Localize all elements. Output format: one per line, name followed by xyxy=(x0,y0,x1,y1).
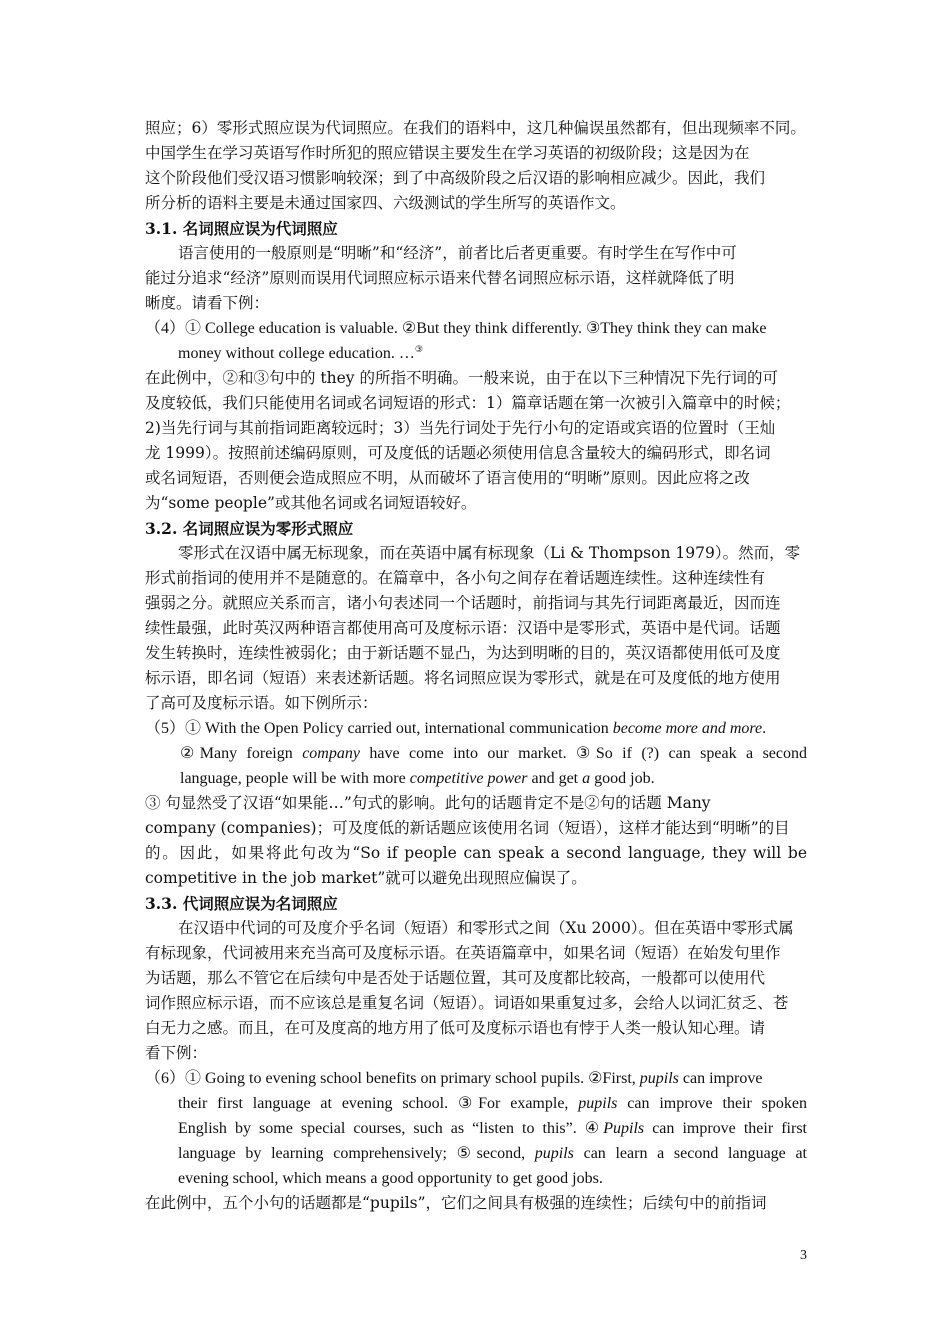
s32-para2-line-4: competitive in the job market”就可以避免出现照应偏误了。 xyxy=(145,869,587,887)
example-6-line-2 xyxy=(145,1091,807,1116)
example-6-text-2a: their first language at evening school. ③For example, xyxy=(178,1095,579,1112)
example-6-text-3a: English by some special courses, such as “listen to this”. ④ xyxy=(178,1120,604,1137)
s33-para1-line-1: 在汉语中代词的可及度介乎名词（短语）和零形式之间（Xu 2000）。但在英语中零形式属 xyxy=(178,919,794,937)
s33-para1-line-5: 白无力之感。而且，在可及度高的地方用了低可及度标示语也有悖于人类一般认知心理。请 xyxy=(145,1019,766,1037)
section-heading-3-1: 3.1. 名词照应误为代词照应 xyxy=(145,219,338,238)
example-5-italic-3b: a xyxy=(582,770,591,787)
section-heading-3-2: 3.2. 名词照应误为零形式照应 xyxy=(145,519,354,538)
example-6-italic-2: pupils xyxy=(578,1095,618,1112)
intro-line-4: 所分析的语料主要是未通过国家四、六级测试的学生所写的英语作文。 xyxy=(145,194,626,212)
example-5-line-2 xyxy=(145,741,807,766)
example-4-line-1 xyxy=(145,316,807,341)
example-4-text-1: ① College education is valuable. ②But they think differently. ③They think they can make xyxy=(185,320,767,337)
example-5-italic-1: become more and more xyxy=(612,720,763,737)
example-5-line-3 xyxy=(145,766,807,791)
s32-para1-line-2: 形式前指词的使用并不是随意的。在篇章中，各小句之间存在着话题连续性。这种连续性有 xyxy=(145,569,766,587)
s31-para2-line-5: 或名词短语，否则便会造成照应不明，从而破坏了语言使用的“明晰”原则。因此应将之改 xyxy=(145,469,750,487)
s31-para2-line-1: 在此例中，②和③句中的 they 的所指不明确。一般来说，由于在以下三种情况下先行词的可 xyxy=(145,369,778,387)
example-6-line-5: evening school, which means a good opportunity to get good jobs. xyxy=(178,1170,603,1187)
example-5-text-3c: good job. xyxy=(590,770,655,787)
example-6-line-3 xyxy=(145,1116,807,1141)
example-5-italic-2: company xyxy=(302,745,360,762)
s31-para2-line-6: 为“some people”或其他名词或名词短语较好。 xyxy=(145,494,477,512)
example-5-label: （5） xyxy=(145,720,186,737)
intro-line-3: 这个阶段他们受汉语习惯影响较深；到了中高级阶段之后汉语的影响相应减少。因此，我们 xyxy=(145,169,766,187)
s32-para1-line-6: 标示语，即名词（短语）来表述新话题。将名词照应误为零形式，就是在可及度低的地方使用 xyxy=(145,669,781,687)
example-6-text-3b: can improve their first xyxy=(644,1120,807,1137)
example-5-text-1b: . xyxy=(762,720,767,737)
example-6-text-1b: can improve xyxy=(678,1070,763,1087)
example-6-line-4 xyxy=(145,1141,807,1166)
page-number: 3 xyxy=(800,1248,807,1263)
s31-para2-line-2: 及度较低，我们只能使用名词或名词短语的形式：1）篇章话题在第一次被引入篇章中的时候； xyxy=(145,394,791,412)
example-6-text-1a: ① Going to evening school benefits on primary school pupils. ②First, xyxy=(185,1070,640,1087)
example-4-label: （4） xyxy=(145,320,186,337)
example-4-text-2: money without college education. … xyxy=(178,345,415,362)
s31-para1-line-3: 晰度。请看下例： xyxy=(145,294,270,312)
s31-para1-line-1: 语言使用的一般原则是“明晰”和“经济”，前者比后者更重要。有时学生在写作中可 xyxy=(178,244,737,262)
example-6-text-2b: can improve their spoken xyxy=(617,1095,807,1112)
example-5-text-2b: have come into our market. ③So if (?) can speak a second xyxy=(359,745,807,762)
page-body xyxy=(145,116,807,1216)
example-5-text-3b: and get xyxy=(527,770,583,787)
s31-para2-line-4: 龙 1999）。按照前述编码原则，可及度低的话题必须使用信息含量较大的编码形式，即名词 xyxy=(145,444,771,462)
example-6-italic-4: pupils xyxy=(534,1145,574,1162)
example-5-text-2a: ②Many foreign xyxy=(180,745,303,762)
example-5-text-1a: ① With the Open Policy carried out, international communication xyxy=(185,720,613,737)
example-5-line-1 xyxy=(145,716,807,741)
s33-para1-line-2: 有标现象，代词被用来充当高可及度标示语。在英语篇章中，如果名词（短语）在始发句里作 xyxy=(145,944,781,962)
example-6-text-4b: can learn a second language at xyxy=(573,1145,807,1162)
intro-line-2: 中国学生在学习英语写作时所犯的照应错误主要发生在学习英语的初级阶段；这是因为在 xyxy=(145,144,750,162)
s31-para2-line-3: 2)当先行词与其前指词距离较远时；3）当先行词处于先行小句的定语或宾语的位置时（王灿 xyxy=(145,419,776,437)
section-heading-3-3: 3.3. 代词照应误为名词照应 xyxy=(145,894,338,913)
intro-line-1: 照应；6）零形式照应误为代词照应。在我们的语料中，这几种偏误虽然都有，但出现频率不同。 xyxy=(145,119,806,137)
example-4-line-2 xyxy=(145,341,807,366)
s31-para1-line-2: 能过分追求“经济”原则而误用代词照应标示语来代替名词照应标示语，这样就降低了明 xyxy=(145,269,735,287)
footnote-marker[interactable]: ③ xyxy=(414,344,423,354)
s32-para2-line-2: company (companies)；可及度低的新话题应该使用名词（短语），这样才能达到“明晰”的目 xyxy=(145,819,790,837)
s32-para1-line-4: 续性最强，此时英汉两种语言都使用高可及度标示语：汉语中是零形式，英语中是代词。话题 xyxy=(145,619,781,637)
s32-para2-line-1: ③ 句显然受了汉语“如果能…”句式的影响。此句的话题肯定不是②句的话题 Many xyxy=(145,794,711,812)
s32-para1-line-3: 强弱之分。就照应关系而言，诸小句表述同一个话题时，前指词与其先行词距离最近，因而连 xyxy=(145,594,781,612)
s32-para1-line-7: 了高可及度标示语。如下例所示： xyxy=(145,694,378,712)
s32-para2-line-3: 的。因此，如果将此句改为“So if people can speak a second language, they will be xyxy=(145,844,807,862)
example-6-italic-3: Pupils xyxy=(603,1120,645,1137)
s32-para1-line-5: 发生转换时，连续性被弱化；由于新话题不显凸，为达到明晰的目的，英汉语都使用低可及度 xyxy=(145,644,781,662)
s33-para2-line-1: 在此例中，五个小句的话题都是“pupils”，它们之间具有极强的连续性；后续句中的前指词 xyxy=(145,1194,767,1212)
example-6-text-4a: language by learning comprehensively; ⑤second, xyxy=(178,1145,535,1162)
s32-para1-line-1: 零形式在汉语中属无标现象，而在英语中属有标现象（Li & Thompson 1979）。然而，零 xyxy=(178,544,801,562)
s33-para1-line-4: 词作照应标示语，而不应该总是重复名词（短语）。词语如果重复过多，会给人以词汇贫乏、苍 xyxy=(145,994,789,1012)
example-6-label: （6） xyxy=(145,1070,186,1087)
example-5-italic-3a: competitive power xyxy=(409,770,528,787)
example-6-italic-1: pupils xyxy=(639,1070,679,1087)
s33-para1-line-3: 为话题，那么不管它在后续句中是否处于话题位置，其可及度都比较高，一般都可以使用代 xyxy=(145,969,766,987)
example-6-line-1 xyxy=(145,1066,807,1091)
example-5-text-3a: language, people will be with more xyxy=(180,770,410,787)
s33-para1-line-6: 看下例： xyxy=(145,1044,208,1062)
